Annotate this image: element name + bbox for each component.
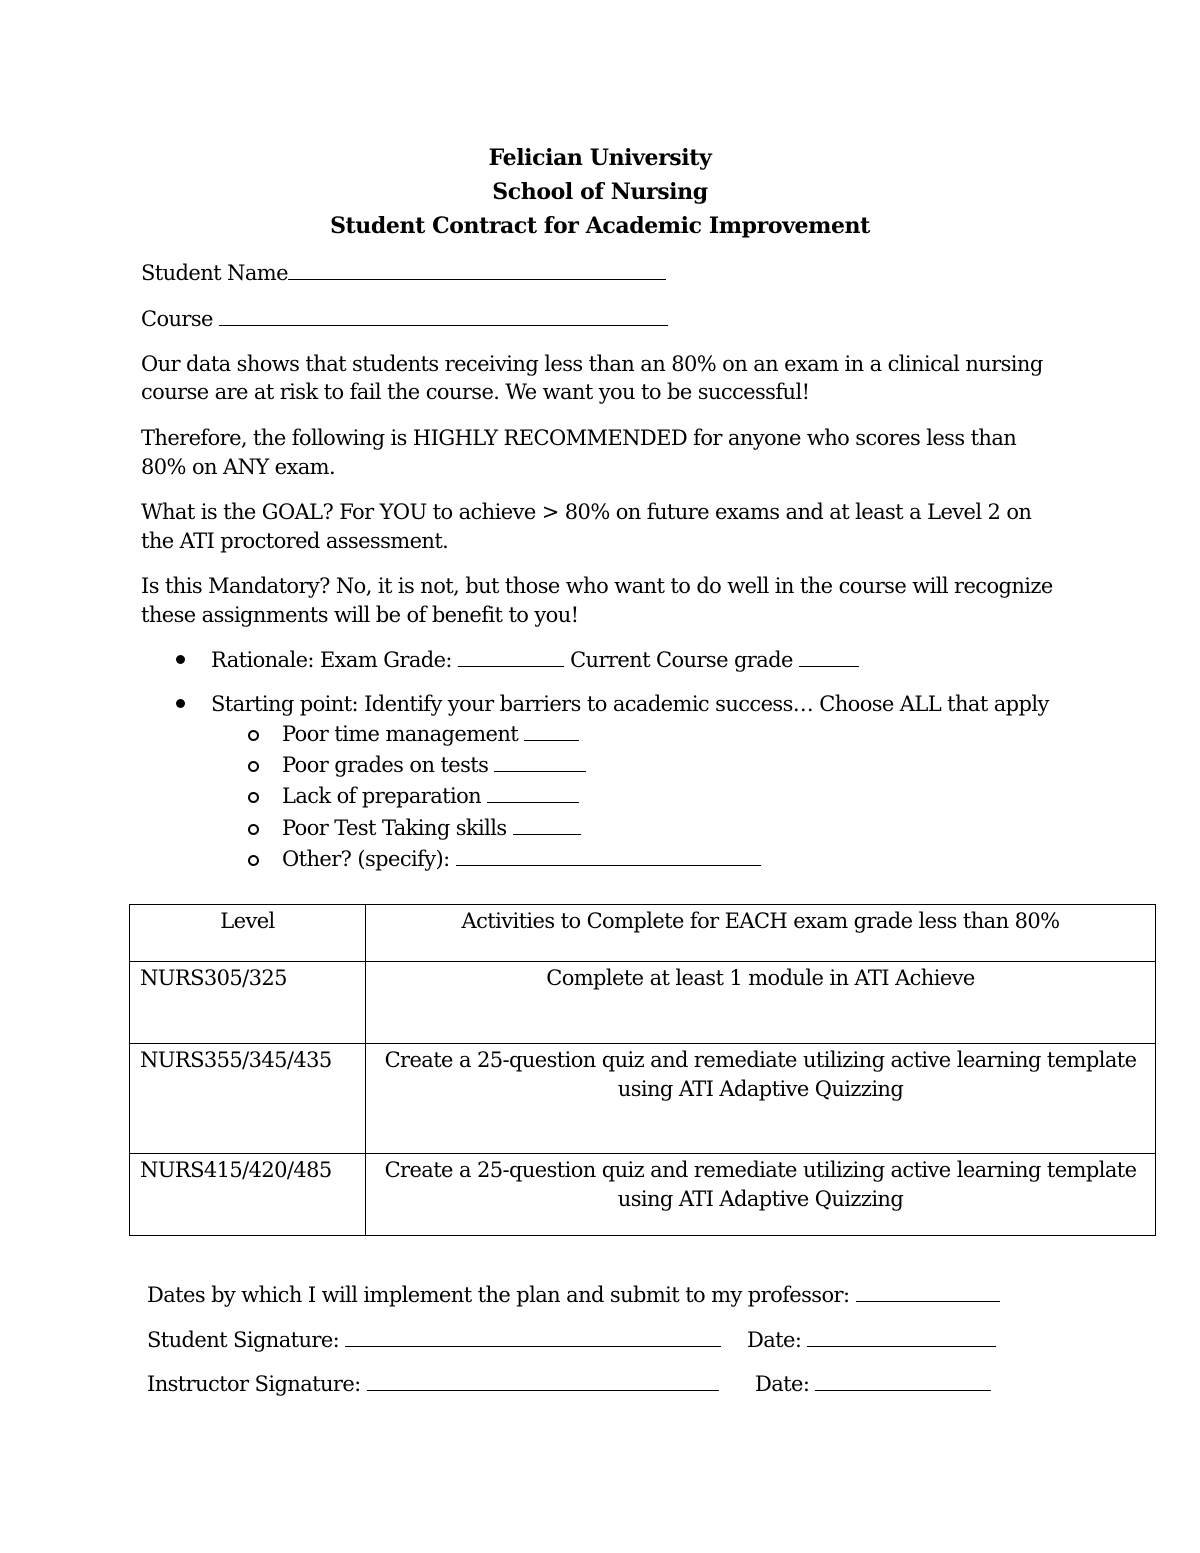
student-date-field[interactable] bbox=[807, 1328, 996, 1347]
barrier-label: Poor time management bbox=[282, 722, 519, 746]
barrier-label: Other? (specify): bbox=[282, 847, 450, 871]
barrier-item bbox=[282, 722, 579, 747]
paragraph-2-line-2: 80% on ANY exam. bbox=[141, 455, 336, 479]
instructor-signature-row bbox=[147, 1372, 719, 1397]
rationale-row bbox=[211, 648, 859, 673]
table-row bbox=[130, 962, 1156, 1044]
student-date-row bbox=[747, 1328, 996, 1353]
activity-line: Complete at least 1 module in ATI Achieve bbox=[546, 966, 975, 990]
table-cell-level: NURS355/345/435 bbox=[130, 1044, 366, 1154]
table-header-row bbox=[130, 905, 1156, 962]
student-signature-field[interactable] bbox=[345, 1328, 721, 1347]
starting-point-text: Starting point: Identify your barriers to academic success… Choose ALL that apply bbox=[211, 692, 1049, 716]
barrier-field[interactable] bbox=[524, 722, 579, 741]
bullet-ring-icon bbox=[248, 761, 259, 772]
paragraph-4-line-1: Is this Mandatory? No, it is not, but those who want to do well in the course will recognize bbox=[141, 574, 1053, 598]
activity-line: using ATI Adaptive Quizzing bbox=[617, 1187, 904, 1211]
student-name-field[interactable] bbox=[288, 261, 666, 280]
student-name-label: Student Name bbox=[141, 261, 288, 285]
bullet-ring-icon bbox=[248, 855, 259, 866]
exam-grade-label: Rationale: Exam Grade: bbox=[211, 648, 452, 672]
instructor-date-field[interactable] bbox=[815, 1372, 991, 1391]
course-field[interactable] bbox=[219, 307, 668, 326]
instructor-signature-field[interactable] bbox=[367, 1372, 719, 1391]
table-header-activities: Activities to Complete for EACH exam grade less than 80% bbox=[366, 905, 1156, 962]
barrier-label: Poor grades on tests bbox=[282, 753, 489, 777]
current-course-grade-label: Current Course grade bbox=[570, 648, 793, 672]
student-signature-row bbox=[147, 1328, 721, 1353]
barrier-item bbox=[282, 847, 761, 872]
university-title: Felician University bbox=[488, 145, 712, 171]
bullet-ring-icon bbox=[248, 730, 259, 741]
dates-label: Dates by which I will implement the plan and submit to my professor: bbox=[147, 1283, 850, 1307]
table-row bbox=[130, 1044, 1156, 1154]
bullet-ring-icon bbox=[248, 824, 259, 835]
bullet-dot-icon bbox=[176, 699, 185, 708]
paragraph-2-line-1: Therefore, the following is HIGHLY RECOMMENDED for anyone who scores less than bbox=[141, 426, 1017, 450]
barrier-item bbox=[282, 784, 579, 809]
bullet-ring-icon bbox=[248, 792, 259, 803]
exam-grade-field[interactable] bbox=[458, 648, 564, 667]
paragraph-3-line-1: What is the GOAL? For YOU to achieve > 80% on future exams and at least a Level 2 on bbox=[141, 500, 1032, 524]
barrier-item bbox=[282, 816, 581, 841]
contract-title: Student Contract for Academic Improvement bbox=[330, 213, 870, 239]
student-signature-label: Student Signature: bbox=[147, 1328, 340, 1352]
table-cell-activity bbox=[366, 1044, 1156, 1154]
table-header-level: Level bbox=[130, 905, 366, 962]
table-row bbox=[130, 1154, 1156, 1236]
student-date-label: Date: bbox=[747, 1328, 802, 1352]
table-cell-activity bbox=[366, 962, 1156, 1044]
activity-line: using ATI Adaptive Quizzing bbox=[617, 1077, 904, 1101]
barrier-field[interactable] bbox=[494, 753, 586, 772]
activity-line: Create a 25-question quiz and remediate utilizing active learning template bbox=[384, 1048, 1137, 1072]
bullet-dot-icon bbox=[176, 655, 185, 664]
course-row bbox=[141, 307, 668, 332]
barrier-field[interactable] bbox=[513, 816, 581, 835]
instructor-date-row bbox=[755, 1372, 991, 1397]
paragraph-4-line-2: these assignments will be of benefit to you! bbox=[141, 603, 579, 627]
instructor-signature-label: Instructor Signature: bbox=[147, 1372, 361, 1396]
other-specify-field[interactable] bbox=[456, 847, 761, 866]
activities-table bbox=[129, 904, 1156, 1236]
paragraph-1-line-1: Our data shows that students receiving less than an 80% on an exam in a clinical nursing bbox=[141, 352, 1043, 376]
school-title: School of Nursing bbox=[492, 179, 708, 205]
dates-field[interactable] bbox=[856, 1283, 1000, 1302]
instructor-date-label: Date: bbox=[755, 1372, 810, 1396]
paragraph-1-line-2: course are at risk to fail the course. We want you to be successful! bbox=[141, 380, 810, 404]
paragraph-3-line-2: the ATI proctored assessment. bbox=[141, 529, 449, 553]
table-cell-level: NURS305/325 bbox=[130, 962, 366, 1044]
barrier-label: Poor Test Taking skills bbox=[282, 816, 507, 840]
table-cell-level: NURS415/420/485 bbox=[130, 1154, 366, 1236]
course-label: Course bbox=[141, 307, 213, 331]
activity-line: Create a 25-question quiz and remediate utilizing active learning template bbox=[384, 1158, 1137, 1182]
barrier-item bbox=[282, 753, 586, 778]
dates-row bbox=[147, 1283, 1000, 1308]
student-name-row bbox=[141, 261, 666, 286]
table-cell-activity bbox=[366, 1154, 1156, 1236]
barrier-label: Lack of preparation bbox=[282, 784, 482, 808]
barrier-field[interactable] bbox=[487, 784, 579, 803]
current-course-grade-field[interactable] bbox=[799, 648, 859, 667]
